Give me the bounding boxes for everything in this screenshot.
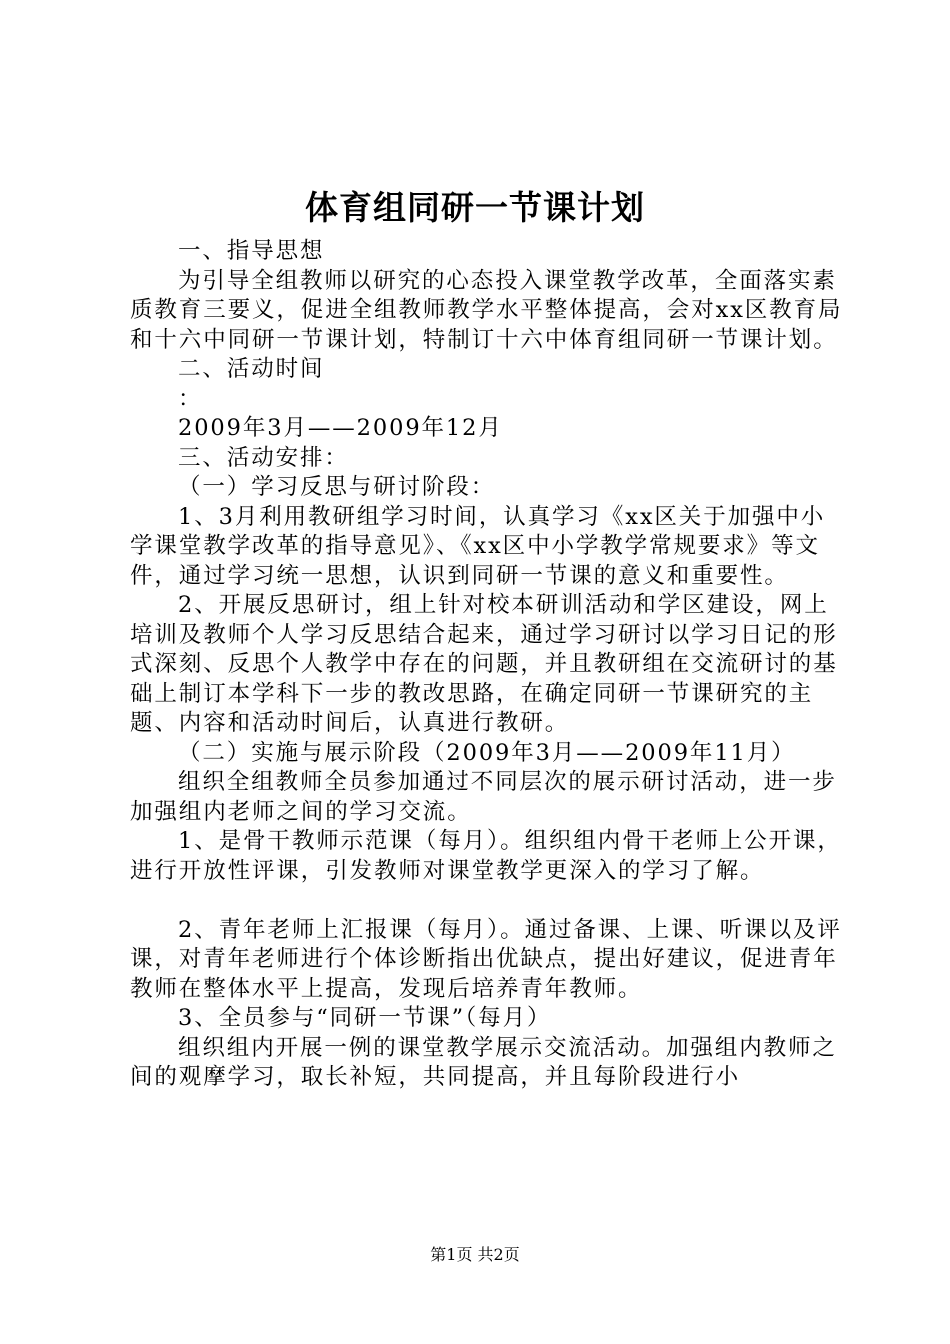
page-footer: 第1页 共2页 bbox=[430, 1245, 520, 1264]
document-body bbox=[130, 237, 846, 1093]
section-heading-activity-arrangement: 三、活动安排： bbox=[178, 444, 349, 471]
paragraph-item-3-heading: 3、全员参与“同研一节课”（每月） bbox=[178, 1005, 552, 1031]
subsection-heading-implementation: （二）实施与展示阶段（2009年3月——2009年11月） bbox=[178, 739, 796, 766]
activity-date-range: 2009年3月——2009年12月 bbox=[178, 415, 503, 441]
paragraph-item-3-body: 组织组内开展一例的课堂教学展示交流活动。加强组内教师之间的观摩学习，取长补短，共同提高，并且每阶段进行小 bbox=[130, 1034, 837, 1090]
section-heading-activity-time: 二、活动时间 bbox=[178, 356, 325, 382]
subsection-heading-study-reflection: （一）学习反思与研讨阶段： bbox=[178, 474, 496, 500]
paragraph-young-teacher-class: 2、青年老师上汇报课（每月）。通过备课、上课、听课以及评课，对青年老师进行个体诊断指出优缺点，提出好建议，促进青年教师在整体水平上提高，发现后培养青年教师。 bbox=[130, 916, 842, 1002]
paragraph-implementation-intro: 组织全组教师全员参加通过不同层次的展示研讨活动，进一步加强组内老师之间的学习交流。 bbox=[130, 769, 837, 825]
section-heading-guiding-thought: 一、指导思想 bbox=[178, 238, 325, 264]
paragraph-guiding-thought: 为引导全组教师以研究的心态投入课堂教学改革，全面落实素质教育三要义，促进全组教师教学水平整体提高，会对xx区教育局和十六中同研一节课计划，特制订十六中体育组同研一节课计划。 bbox=[130, 267, 843, 353]
document-title: 体育组同研一节课计划 bbox=[305, 188, 645, 227]
paragraph-item-1: 1、3月利用教研组学习时间，认真学习《xx区关于加强中小学课堂教学改革的指导意见》、《xx区中小学教学常规要求》等文件，通过学习统一思想，认识到同研一节课的意义和重要性。 bbox=[130, 503, 826, 589]
paragraph-backbone-demo-class: 1、是骨干教师示范课（每月）。组织组内骨干老师上公开课，进行开放性评课，引发教师对课堂教学更深入的学习了解。 bbox=[130, 828, 842, 884]
paragraph-item-2: 2、开展反思研讨，组上针对校本研训活动和学区建设，网上培训及教师个人学习反思结合起来，通过学习研讨以学习日记的形式深刻、反思个人教学中存在的问题，并且教研组在交流研讨的基础上制订本学科下一步的教改思路，在确定同研一节课研究的主题、内容和活动时间后，认真进行教研。 bbox=[130, 592, 838, 736]
colon-line: ： bbox=[178, 385, 203, 412]
blank-line bbox=[130, 886, 846, 916]
